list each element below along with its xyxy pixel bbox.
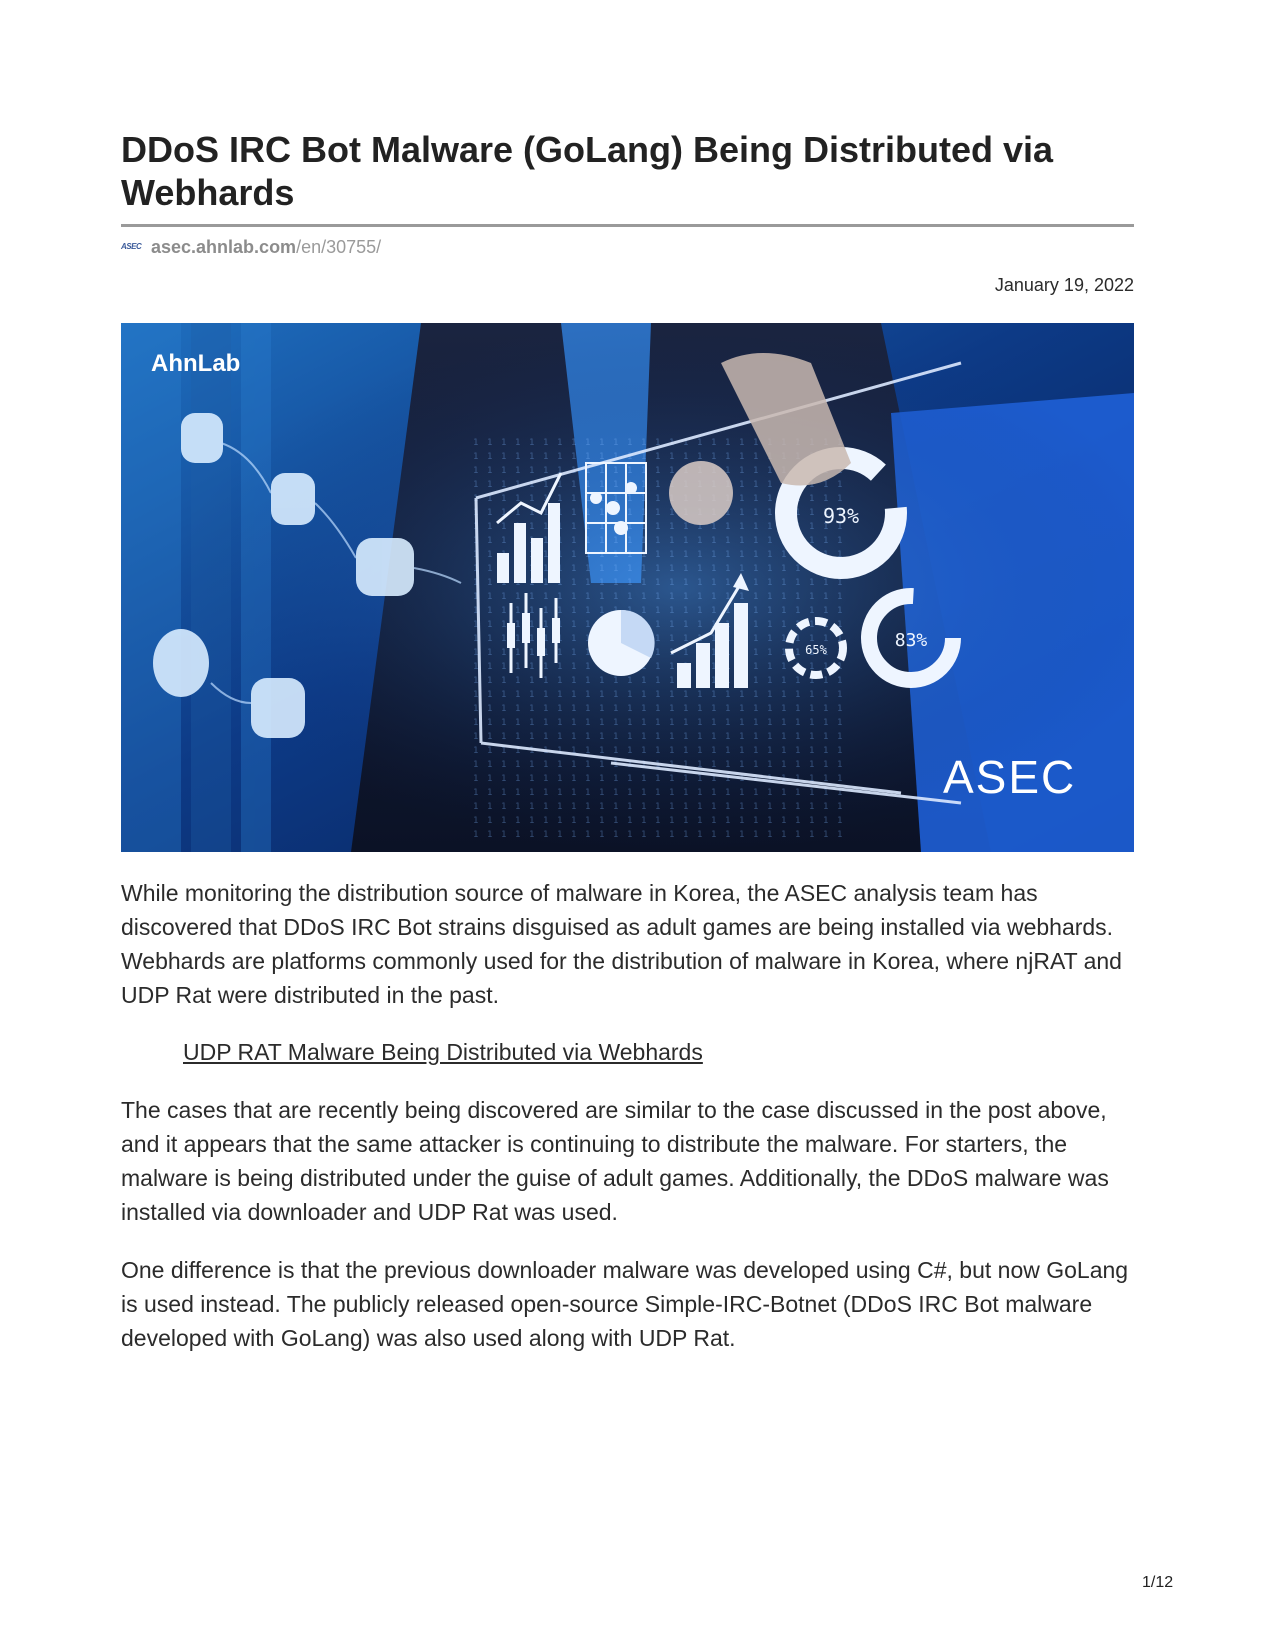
asec-favicon-icon: ASEC — [121, 242, 142, 251]
title-divider — [121, 224, 1134, 227]
source-domain[interactable]: asec.ahnlab.com — [151, 236, 297, 257]
paragraph-difference: One difference is that the previous downloader malware was developed using C#, but now GoLang is used instead. The publicly released open-source Simple-IRC-Botnet (DDoS IRC Bot malware developed with GoLang) was also used along with UDP Rat. — [121, 1257, 1129, 1351]
page-number: 1/12 — [1142, 1574, 1174, 1591]
gauge-93-label: 93% — [822, 504, 860, 528]
paragraph-cases: The cases that are recently being discovered are similar to the case discussed in the post above, and it appears that the same attacker is continuing to distribute the malware. For starters, the malware is being distributed under the guise of adult games. Additionally, the DDoS malware was installed via downloader and UDP Rat was used. — [121, 1097, 1109, 1225]
source-line[interactable] — [121, 236, 381, 258]
paragraph-intro: While monitoring the distribution source of malware in Korea, the ASEC analysis team has discovered that DDoS IRC Bot strains disguised as adult games are being installed via webhards. Webhards are platforms commonly used for the distribution of malware in Korea, where njRAT and UDP Rat were distributed in the past. — [121, 880, 1122, 1008]
ahnlab-logo: AhnLab — [151, 350, 241, 377]
article-page — [121, 0, 1134, 1650]
related-post-link[interactable]: UDP RAT Malware Being Distributed via Webhards — [183, 1039, 703, 1065]
gauge-83-label: 83% — [894, 630, 928, 651]
gauge-65-label: 65% — [805, 643, 827, 657]
publish-date: January 19, 2022 — [994, 275, 1134, 295]
article-title: DDoS IRC Bot Malware (GoLang) Being Distributed via Webhards — [121, 129, 1054, 213]
hero-image — [121, 323, 1134, 852]
asec-logo: ASEC — [943, 751, 1077, 803]
source-path[interactable]: /en/30755/ — [296, 236, 382, 257]
